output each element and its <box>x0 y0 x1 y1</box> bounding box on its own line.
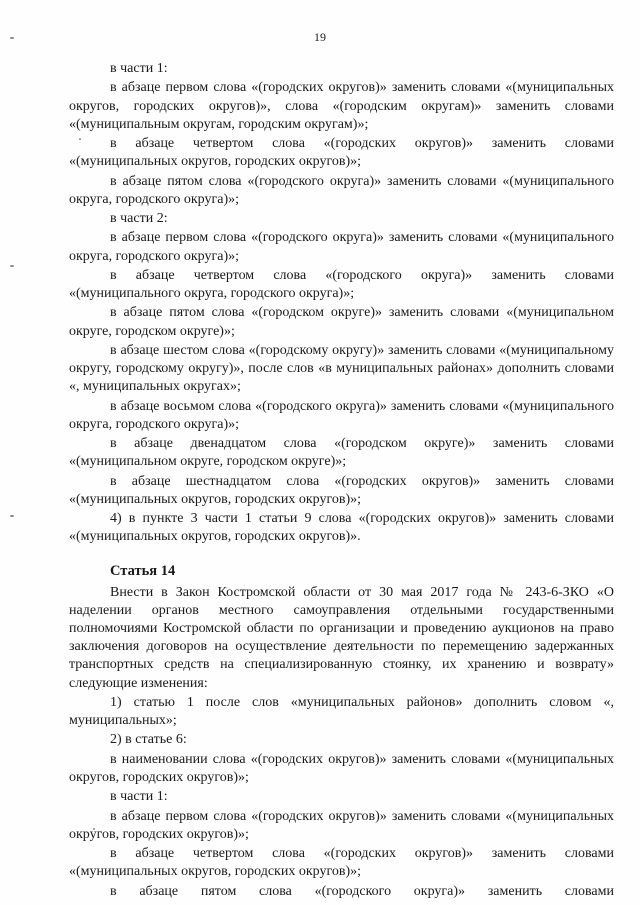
paragraph: в абзаце первом слова «(городских округов)» заменить словами «(муниципальных округов, городских округов)», слова «(городским округам)» заменить словами «(муниципальным округам, городским округам)»; <box>69 80 614 132</box>
amendments-block-1 <box>69 60 614 546</box>
page-number: 19 <box>314 30 326 44</box>
paragraph: 1) статью 1 после слов «муниципальных районов» дополнить словом «, муниципальных»; <box>69 694 614 729</box>
paragraph: в абзаце пятом слова «(городского округа)» заменить словами «(муниципального округа, городского округа)»; <box>69 173 614 207</box>
paragraph: в абзаце первом слова «(городских округов)» заменить словами «(муниципальных округов, городских округов)»; <box>69 808 614 842</box>
document-body <box>69 60 614 902</box>
paragraph: Внести в Закон Костромской области от 30 мая 2017 года № 243-6-ЗКО «О наделении органов местного самоуправления отдельными государственными полномочиями Костромской области по организации и проведению аукционов на право заключения договоров на осуществление деятельности по перемещению задержанных транспортных средств на специализированную стоянку, их хранению и возврату» следующие изменения: <box>69 584 614 691</box>
paragraph: в абзаце пятом слова «(городского округа)» заменить словами <box>110 883 614 899</box>
scan-speck <box>10 515 14 517</box>
scan-speck <box>10 37 14 39</box>
paragraph: в части 1: <box>110 789 168 805</box>
paragraph: в абзаце четвертом слова «(городского округа)» заменить словами «(муниципального округа, городского округа)»; <box>69 267 614 301</box>
amendments-block-2 <box>69 584 614 901</box>
paragraph: 4) в пункте 3 части 1 статьи 9 слова «(городских округов)» заменить словами «(муниципальных округов, городских округов)». <box>69 511 614 545</box>
scan-speck <box>10 265 14 267</box>
paragraph: в наименовании слова «(городских округов)» заменить словами «(муниципальных округов, городских округов)»; <box>69 751 614 785</box>
paragraph: в абзаце четвертом слова «(городских округов)» заменить словами «(муниципальных округов, городских округов)»; <box>69 846 614 880</box>
paragraph: в абзаце первом слова «(городского округа)» заменить словами «(муниципального округа, городского округа)»; <box>69 230 614 264</box>
paragraph: в абзаце четвертом слова «(городских округов)» заменить словами «(муниципальных округов, городских округов)»; <box>69 136 614 170</box>
paragraph: в части 2: <box>110 211 168 226</box>
paragraph: в абзаце восьмом слова «(городского округа)» заменить словами «(муниципального округа, городского округа)»; <box>69 398 614 432</box>
paragraph: 2) в статье 6: <box>110 732 187 748</box>
paragraph: в абзаце шестнадцатом слова «(городских округов)» заменить словами «(муниципальных округов, городских округов)»; <box>69 473 614 507</box>
paragraph: в части 1: <box>110 61 168 76</box>
paragraph: в абзаце двенадцатом слова «(городском округе)» заменить словами «(муниципальном округе, городском округе)»; <box>69 436 614 470</box>
paragraph: в абзаце пятом слова «(городском округе)» заменить словами «(муниципальном округе, городском округе)»; <box>69 305 614 339</box>
paragraph: в абзаце шестом слова «(городскому округу)» заменить словами «(муниципальному округу, городскому округу)», после слов «в муниципальных районах» дополнить словами «, муниципальных округах»; <box>69 342 614 395</box>
article-heading: Статья 14 <box>110 563 176 580</box>
